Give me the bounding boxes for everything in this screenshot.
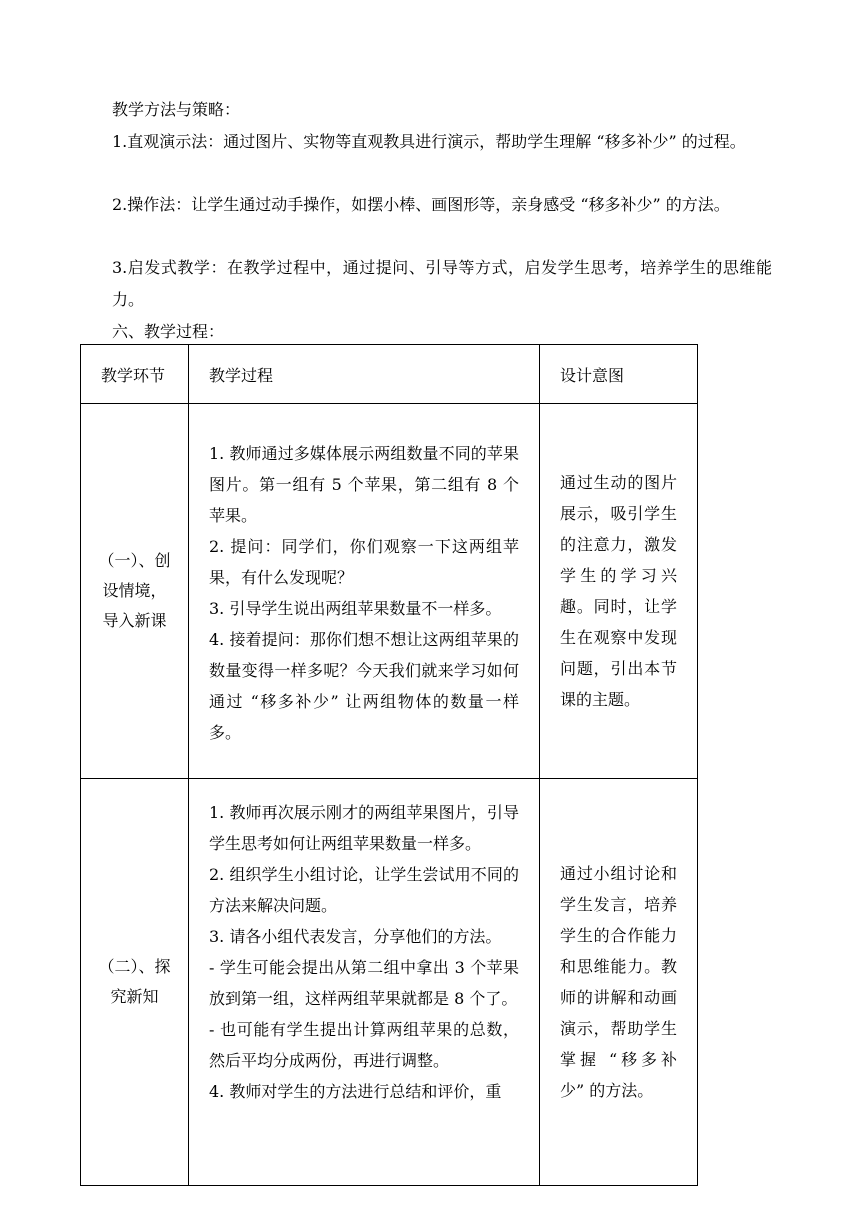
intent-cell: 通过小组讨论和学生发言，培养学生的合作能力和思维能力。教师的讲解和动画演示，帮助学生掌握 “移多补少” 的方法。 bbox=[540, 779, 698, 1186]
table-row bbox=[81, 779, 698, 1186]
method-item-hands-on: 2.操作法：让学生通过动手操作，如摆小棒、画图形等，亲身感受 “移多补少” 的方法。 bbox=[112, 195, 730, 214]
header-intent: 设计意图 bbox=[540, 345, 698, 404]
process-cell bbox=[189, 404, 540, 779]
table-header-row bbox=[81, 345, 698, 404]
process-step: 4. 教师对学生的方法进行总结和评价，重 bbox=[209, 1082, 502, 1101]
process-cell bbox=[189, 779, 540, 1186]
process-substep: - 也可能有学生提出计算两组苹果的总数，然后平均分成两份，再进行调整。 bbox=[209, 1020, 519, 1070]
table-row bbox=[81, 404, 698, 779]
process-step: 1. 教师通过多媒体展示两组数量不同的苹果图片。第一组有 5 个苹果，第二组有 8 个苹果。 bbox=[209, 444, 519, 525]
process-step: 1. 教师再次展示刚才的两组苹果图片，引导学生思考如何让两组苹果数量一样多。 bbox=[209, 803, 519, 853]
stage-cell: （一）、创设情境，导入新课 bbox=[81, 404, 189, 779]
header-process: 教学过程 bbox=[189, 345, 540, 404]
section-title: 六、教学过程： bbox=[112, 322, 225, 341]
methods-heading: 教学方法与策略： bbox=[112, 100, 241, 119]
process-step: 3. 引导学生说出两组苹果数量不一样多。 bbox=[209, 599, 502, 618]
process-substep: - 学生可能会提出从第二组中拿出 3 个苹果放到第一组，这样两组苹果就都是 8 个了。 bbox=[209, 958, 519, 1008]
process-step: 2. 组织学生小组讨论，让学生尝试用不同的方法来解决问题。 bbox=[209, 865, 519, 915]
stage-cell: （二）、探究新知 bbox=[81, 779, 189, 1186]
method-item-visual-demo: 1.直观演示法：通过图片、实物等直观教具进行演示，帮助学生理解 “移多补少” 的过程。 bbox=[112, 132, 746, 151]
method-item-heuristic: 3.启发式教学：在教学过程中，通过提问、引导等方式，启发学生思考，培养学生的思维能力。 bbox=[112, 258, 772, 309]
process-step: 3. 请各小组代表发言，分享他们的方法。 bbox=[209, 927, 502, 946]
process-step: 4. 接着提问：那你们想不想让这两组苹果的数量变得一样多呢？今天我们就来学习如何通过 “移多补少” 让两组物体的数量一样多。 bbox=[209, 630, 519, 742]
intent-cell: 通过生动的图片展示，吸引学生的注意力，激发学生的学习兴趣。同时，让学生在观察中发现问题，引出本节课的主题。 bbox=[540, 404, 698, 779]
lesson-process-table bbox=[80, 344, 698, 1186]
process-step: 2. 提问：同学们，你们观察一下这两组苹果，有什么发现呢？ bbox=[209, 537, 519, 587]
header-stage: 教学环节 bbox=[81, 345, 189, 404]
